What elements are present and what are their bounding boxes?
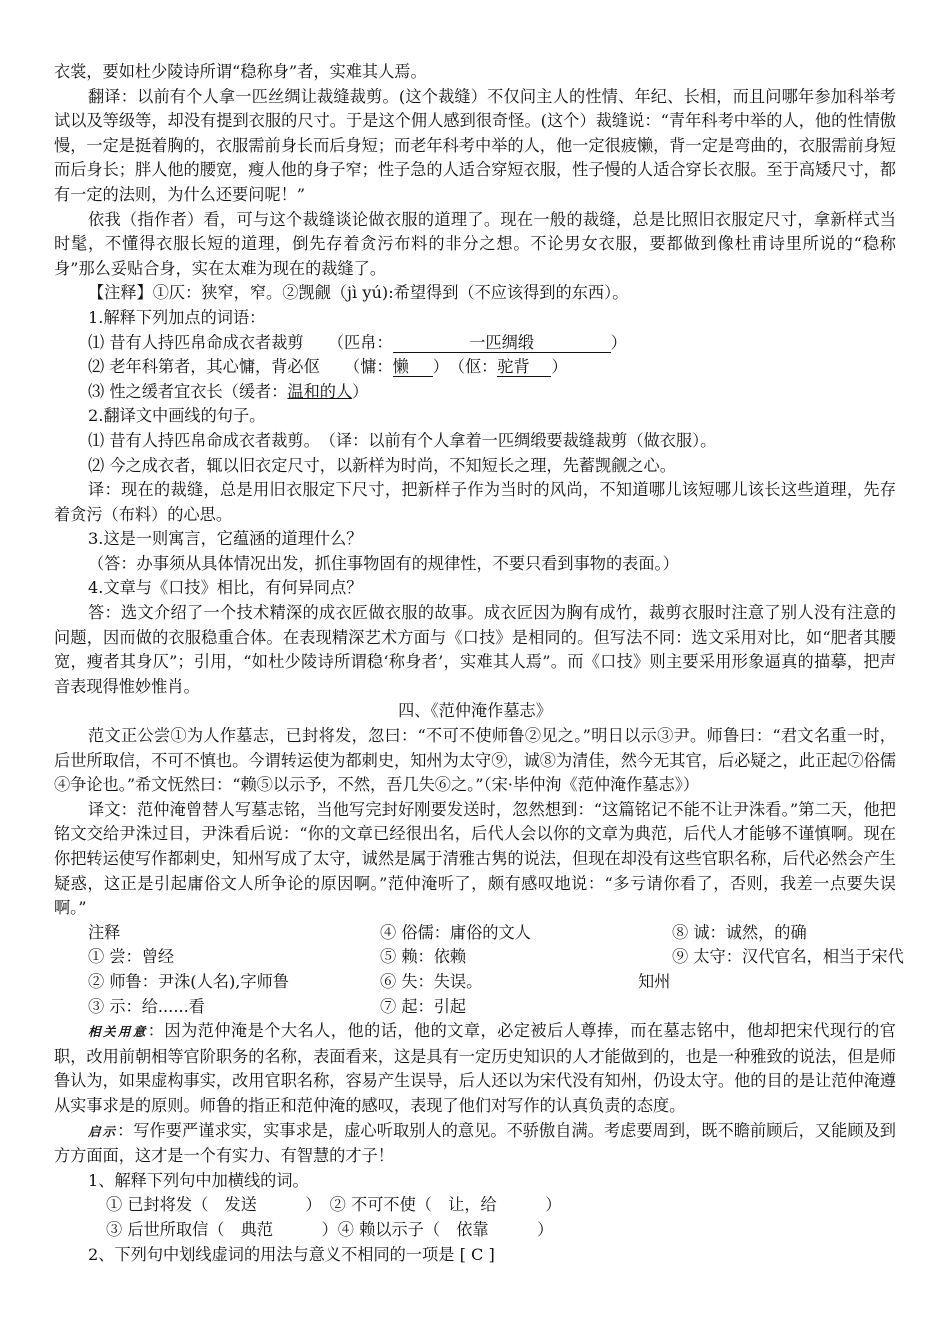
question-text: ⑶ 性之缓者宜衣长（缓者：	[88, 381, 288, 401]
answer-text: 温和的人	[287, 381, 353, 401]
exercise-1-row: ① 已封将发（ 发送 ） ② 不可不使（ 让，给 ）	[106, 1195, 562, 1215]
text-line: 衣裳，要如杜少陵诗所谓“稳称身”者，实难其人焉。	[54, 62, 427, 81]
question-2a: ⑴ 昔有人持匹帛命成衣者裁剪。 （译：以前有个人拿着一匹绸缎要裁缝裁剪（做衣服）。	[88, 430, 717, 450]
answer-2b: 译：现在的裁缝，总是用旧衣服定下尺寸，把新样子作为当时的风尚，不知道哪儿该短哪儿该长这些道理，先存着贪污（布料）的心思。	[54, 480, 896, 524]
commentary-paragraph: 依我（指作者）看，可与这个裁缝谈论做衣服的道理了。现在一般的裁缝，总是比照旧衣服定尺寸，拿新样式当时髦，不懂得衣服长短的道理，倒先存着贪污布料的非分之想。不论男女衣服，要都做到像杜甫诗里所说的“稳称身”那么妥贴合身，实在太难为现在的裁缝了。	[54, 209, 896, 278]
section-title: 四、《范仲淹作墓志》	[398, 701, 552, 721]
note-item: ⑥ 失：失误。	[380, 971, 483, 991]
answer-4: 答：选文介绍了一个技术精深的成衣匠做衣服的故事。成衣匠因为胸有成竹，裁剪衣服时注意了别人没有注意的问题，因而做的衣服稳重合体。在表现精深艺术方面与《口技》是相同的。但写法不同：选文采用对比，如“肥者其腰宽，瘦者其身仄”；引用，“如杜少陵诗所谓稳‘称身者’，实难其人焉”。而《口技》则主要采用形象逼真的描摹，把声音表现得惟妙惟肖。	[54, 603, 896, 696]
question-1b	[54, 355, 896, 380]
paragraph-text: ：因为范仲淹是个大名人，他的话，他的文章，必定被后人尊捧，而在墓志铭中，他却把宋代现行的官职，改用前朝相等官阶职务的名称，表面看来，这是具有一定历史知识的人才能做到的，也是一种雅致的说法，但是师鲁认为，如果虚构事实，改用官职名称，容易产生误导，后人还以为宋代没有知州，仍设太守。他的目的是让范仲淹遵从实事求是的原则。师鲁的指正和范仲淹的感叹，表现了他们对写作的认真负责的态度。	[54, 1021, 896, 1115]
keyword-label: 启示	[88, 1123, 118, 1139]
question-2: 2.翻译文中画线的句子。	[88, 406, 266, 426]
translation-paragraph: 翻译：以前有个人拿一匹丝绸让裁缝裁剪。(这个裁缝）不仅问主人的性情、年纪、长相，而且问哪年参加科举考试以及等级等，却没有提到衣服的尺寸。于是这个佣人感到很奇怪。(这个）裁缝说：“青年科考中举的人，他的性情傲慢，一定是挺着胸的，衣服需前身长而后身短；而老年科考中举的人，他一定很疲懒，背一定是弯曲的，衣服需前身短而后身长；胖人他的腰宽，瘦人他的身子窄；性子急的人适合穿短衣服，性子慢的人适合穿长衣服。至于高矮尺寸，都有一定的法则，为什么还要问呢！”	[54, 86, 896, 204]
related-meaning-paragraph	[54, 1019, 896, 1118]
note-item: ① 尝：曾经	[88, 947, 175, 967]
note-item: 注释	[88, 922, 121, 942]
question-text: ⑴ 昔有人持匹帛命成衣者裁剪 （匹帛：	[88, 332, 393, 352]
paragraph-text: ：写作要严谨求实，实事求是，虚心听取别人的意见。不骄傲自满。考虑要周到，既不瞻前顾后，又能顾及到方方面面，这才是一个有实力、有智慧的才子！	[54, 1120, 896, 1166]
exercise-1: 1、解释下列句中加横线的词。	[88, 1170, 309, 1190]
note-item: ⑦ 起：引起	[380, 996, 467, 1016]
question-1c	[54, 380, 896, 405]
question-1a	[54, 331, 896, 356]
question-2b: ⑵ 今之成衣者，辄以旧衣定尺寸，以新样为时尚，不知短长之理，先蓄觊觎之心。	[88, 455, 676, 475]
note-item: ② 师鲁：尹洙(人名),字师鲁	[88, 971, 289, 991]
exercise-1-row: ③ 后世所取信（ 典范 ）④ 赖以示子（ 依靠 ）	[106, 1219, 554, 1239]
note-item: ④ 俗儒：庸俗的文人	[380, 922, 531, 942]
note-item: ⑤ 赖：依赖	[380, 947, 467, 967]
question-text: ）	[610, 332, 627, 352]
notes-grid	[54, 921, 904, 1019]
exercise-2: 2、下列句中划线虚词的用法与意义不相同的一项是 [ C ]	[88, 1244, 495, 1264]
note-item: 知州	[638, 971, 671, 991]
question-4: 4.文章与《口技》相比，有何异同点？	[88, 578, 363, 598]
note-item: ③ 示：给......看	[88, 996, 205, 1016]
note-item: ⑨ 太守：汉代官名，相当于宋代	[672, 947, 904, 967]
classical-text: 范文正公尝①为人作墓志，已封将发，忽曰：“不可不使师鲁②见之。”明日以示③尹。师鲁曰：“君文名重一时，后世所取信，不可不慎也。今谓转运使为都刺史，知州为太守⑨，诚⑧为清佳，然今无其官，后必疑之，此正起⑦俗儒④争论也。”希文怃然曰：“赖⑤以示予，不然，吾几失⑥之。”（宋·毕仲洵《范仲淹作墓志》）	[54, 726, 896, 795]
translation-text: 译文：范仲淹曾替人写墓志铭，当他写完封好刚要发送时，忽然想到：“这篇铭记不能不让尹洙看。”第二天，他把铭文交给尹洙过目，尹洙看后说：“你的文章已经很出名，后代人会以你的文章为典范，后代人才能够不谨慎啊。现在你把转运使写作都刺史，知州写成了太守，诚然是属于清雅古隽的说法，但现在却没有这些官职名称，后代必然会产生疑惑，这正是引起庸俗文人所争论的原因啊。”范仲淹听了，颇有感叹地说：“多亏请你看了，否则，我差一点要失误啊。”	[54, 799, 896, 918]
answer-blank: 懒	[393, 358, 433, 377]
question-3: 3.这是一则寓言，它蕴涵的道理什么？	[88, 529, 363, 549]
keyword-label: 相关用意	[88, 1024, 148, 1040]
question-text: ）	[551, 357, 568, 377]
answer-3: （答：办事须从具体情况出发，抓住事物固有的规律性，不要只看到事物的表面。）	[88, 553, 679, 573]
question-1: 1.解释下列加点的词语：	[88, 307, 266, 327]
question-text: ） （伛：	[432, 357, 498, 377]
answer-blank: 驼背	[497, 358, 551, 377]
question-text: ）	[352, 381, 369, 401]
answer-blank: 一匹绸缎	[393, 334, 611, 353]
note-item	[672, 995, 930, 1020]
note-item: ⑧ 诚：诚然，的确	[672, 922, 807, 942]
inspiration-paragraph	[54, 1119, 896, 1169]
annotation-line: 【注释】①仄：狭窄，窄。②觊觎（jì yú):希望得到（不应该得到的东西）。	[88, 283, 629, 303]
question-text: ⑵ 老年科第者，其心慵，背必伛 （慵：	[88, 357, 393, 377]
